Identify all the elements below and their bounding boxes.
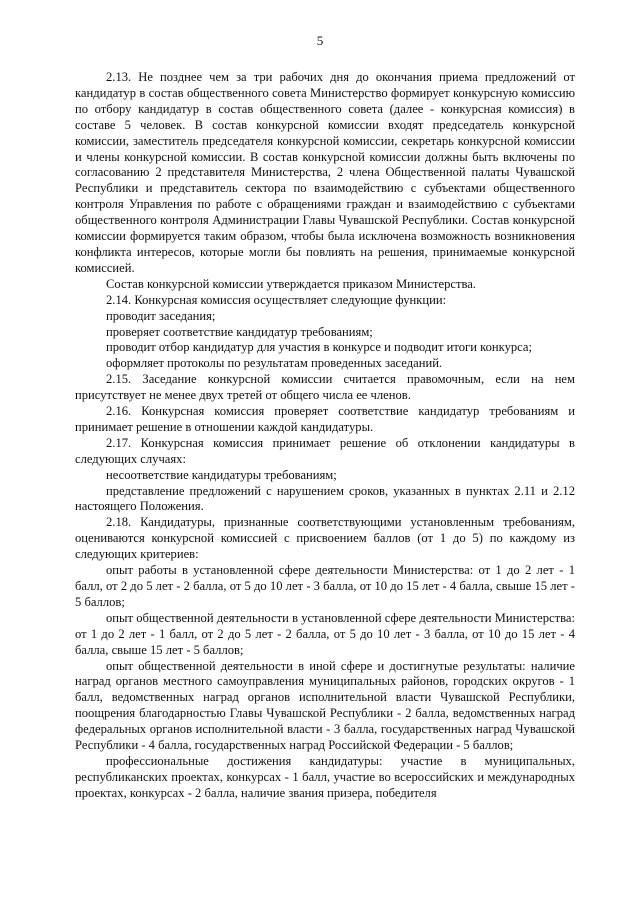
paragraph-2-18: 2.18. Кандидатуры, признанные соответствующими установленным требованиям, оцениваются конкурсной комиссией с присвоением баллов (от 1 до 5) по каждому из следующих критериев: — [75, 515, 575, 562]
paragraph-2-16: 2.16. Конкурсная комиссия проверяет соответствие кандидатур требованиям и принимает решение в отношении каждой кандидатуры. — [75, 404, 575, 434]
list-item-function: оформляет протоколы по результатам проведенных заседаний. — [106, 356, 443, 371]
paragraph-2-13: 2.13. Не позднее чем за три рабочих дня до окончания приема предложений от кандидатур в состав общественного совета Министерство формирует конкурсную комиссию по отбору кандидатур в состав общественного совета (далее - конкурсная комиссия) в составе 5 человек. В состав конкурсной комиссии входят председатель конкурсной комиссии, заместитель председателя конкурсной комиссии, секретарь конкурсной комиссии и члены конкурсной комиссии. В состав конкурсной комиссии должны быть включены по согласованию 2 представителя Министерства, 2 члена Общественной палаты Чувашской Республики и представитель сектора по взаимодействию с субъектами общественного контроля Управления по работе с обращениями граждан и взаимодействию с субъектами общественного контроля Администрации Главы Чувашской Республики. Состав конкурсной комиссии формируется таким образом, чтобы была исключена возможность возникновения конфликта интересов, которые могли бы повлиять на решения, принимаемые конкурсной комиссией. — [75, 70, 575, 275]
list-item-rejection-case: представление предложений с нарушением сроков, указанных в пунктах 2.11 и 2.12 настоящего Положения. — [75, 483, 575, 514]
list-item-criterion: опыт общественной деятельности в установленной сфере деятельности Министерства: от 1 до 2 лет - 1 балл, от 2 до 5 лет - 2 балла, от 5 до 10 лет - 3 балла, от 10 до 15 лет - 4 балла, свыше 15 лет - 5 баллов; — [75, 610, 575, 657]
page-number: 5 — [316, 33, 324, 48]
list-item-function: проводит заседания; — [106, 308, 216, 323]
paragraph-2-17: 2.17. Конкурсная комиссия принимает решение об отклонении кандидатуры в следующих случаях: — [75, 435, 575, 466]
paragraph-2-14: 2.14. Конкурсная комиссия осуществляет следующие функции: — [106, 292, 447, 307]
list-item-rejection-case: несоответствие кандидатуры требованиям; — [106, 467, 337, 482]
paragraph-commission-approval: Состав конкурсной комиссии утверждается приказом Министерства. — [106, 276, 476, 291]
document-body — [75, 70, 575, 802]
paragraph-2-15: 2.15. Заседание конкурсной комиссии считается правомочным, если на нем присутствует не менее двух третей от общего числа ее членов. — [75, 372, 575, 403]
list-item-criterion: опыт работы в установленной сфере деятельности Министерства: от 1 до 2 лет - 1 балл, от 2 до 5 лет - 2 балла, от 5 до 10 лет - 3 балла, от 10 до 15 лет - 4 балла, свыше 15 лет - 5 баллов; — [75, 563, 575, 609]
list-item-function: проверяет соответствие кандидатур требованиям; — [106, 324, 373, 339]
list-item-criterion: профессиональные достижения кандидатуры: участие в муниципальных, республиканских проектах, конкурсах - 1 балл, участие во всероссийских и международных проектах, конкурсах - 2 балла, наличие звания призера, победителя — [75, 753, 575, 800]
list-item-criterion: опыт общественной деятельности в иной сфере и достигнутые результаты: наличие наград органов местного самоуправления муниципальных районов, городских округов - 1 балл, ведомственных наград органов исполнительной власти Чувашской Республики, поощрения благодарностью Главы Чувашской Республики - 2 балла, ведомственных наград федеральных органов исполнительной власти - 3 балла, государственных наград Чувашской Республики - 4 балла, государственных наград Российской Федерации - 5 баллов; — [75, 658, 575, 753]
list-item-function: проводит отбор кандидатур для участия в конкурсе и подводит итоги конкурса; — [106, 340, 532, 355]
